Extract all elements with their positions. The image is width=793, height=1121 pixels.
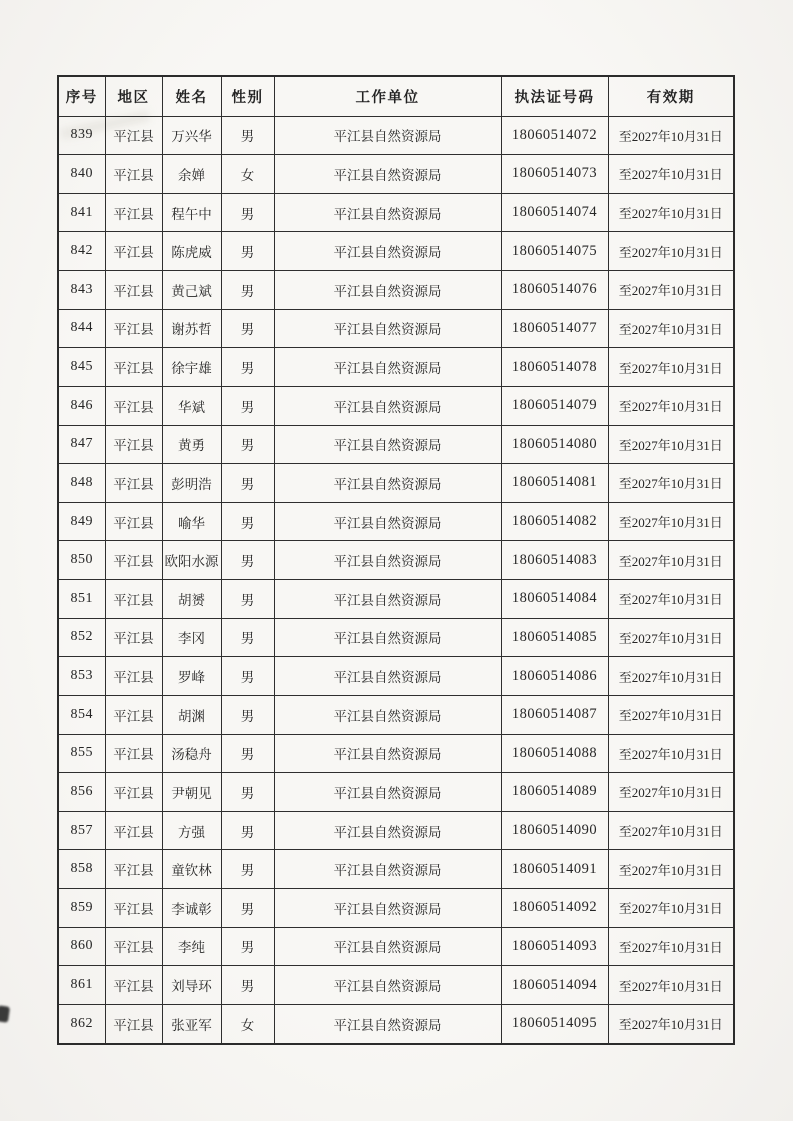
table-cell: 汤稳舟 [162,734,221,773]
table-cell: 至2027年10月31日 [608,1004,734,1044]
table-row [58,309,734,348]
table-cell: 男 [221,618,274,657]
table-cell: 至2027年10月31日 [608,773,734,812]
table-cell: 黄勇 [162,425,221,464]
table-cell: 男 [221,695,274,734]
table-cell: 男 [221,811,274,850]
table-cell: 18060514088 [501,734,608,773]
table-cell: 18060514084 [501,580,608,619]
table-cell: 平江县 [105,734,162,773]
table-cell: 胡渊 [162,695,221,734]
table-cell: 徐宇雄 [162,348,221,387]
table-cell: 859 [58,889,105,928]
table-cell: 18060514086 [501,657,608,696]
table-cell: 刘导环 [162,966,221,1005]
table-cell: 喻华 [162,502,221,541]
table-cell: 平江县 [105,889,162,928]
table-cell: 平江县自然资源局 [274,966,501,1005]
header-row [58,76,734,116]
table-cell: 至2027年10月31日 [608,348,734,387]
table-cell: 男 [221,773,274,812]
table-cell: 839 [58,116,105,155]
table-cell: 平江县 [105,425,162,464]
table-row [58,425,734,464]
table-cell: 平江县 [105,618,162,657]
table-cell: 至2027年10月31日 [608,271,734,310]
table-cell: 平江县 [105,116,162,155]
table-cell: 842 [58,232,105,271]
table-cell: 平江县 [105,464,162,503]
table-cell: 851 [58,580,105,619]
table-row [58,193,734,232]
table-cell: 至2027年10月31日 [608,618,734,657]
table-row [58,966,734,1005]
table-cell: 平江县 [105,541,162,580]
table-cell: 李诚彰 [162,889,221,928]
table-cell: 至2027年10月31日 [608,811,734,850]
table-cell: 843 [58,271,105,310]
table-cell: 18060514089 [501,773,608,812]
table-cell: 至2027年10月31日 [608,966,734,1005]
table-cell: 平江县 [105,502,162,541]
table-row [58,773,734,812]
table-row [58,155,734,194]
table-cell: 童钦林 [162,850,221,889]
table-row [58,271,734,310]
table-cell: 18060514074 [501,193,608,232]
table-cell: 男 [221,425,274,464]
table-cell: 平江县自然资源局 [274,464,501,503]
table-cell: 至2027年10月31日 [608,657,734,696]
table-cell: 张亚军 [162,1004,221,1044]
table-cell: 平江县自然资源局 [274,657,501,696]
table-cell: 男 [221,464,274,503]
table-cell: 18060514092 [501,889,608,928]
table-cell: 平江县自然资源局 [274,232,501,271]
table-cell: 至2027年10月31日 [608,425,734,464]
table-cell: 方强 [162,811,221,850]
table-cell: 平江县自然资源局 [274,618,501,657]
table-cell: 李冈 [162,618,221,657]
table-cell: 860 [58,927,105,966]
table-row [58,232,734,271]
table-cell: 至2027年10月31日 [608,850,734,889]
table-row [58,116,734,155]
table-cell: 男 [221,657,274,696]
table-cell: 平江县自然资源局 [274,811,501,850]
table-cell: 18060514079 [501,386,608,425]
table-cell: 李纯 [162,927,221,966]
table-cell: 849 [58,502,105,541]
table-cell: 至2027年10月31日 [608,232,734,271]
table-row [58,502,734,541]
table-row [58,889,734,928]
table-cell: 平江县自然资源局 [274,155,501,194]
table-cell: 平江县 [105,695,162,734]
table-body [58,116,734,1044]
table-cell: 845 [58,348,105,387]
table-cell: 平江县 [105,271,162,310]
table-row [58,618,734,657]
table-cell: 至2027年10月31日 [608,580,734,619]
table-cell: 18060514072 [501,116,608,155]
table-cell: 男 [221,193,274,232]
table-cell: 男 [221,348,274,387]
table-cell: 862 [58,1004,105,1044]
table-cell: 余婵 [162,155,221,194]
table-cell: 847 [58,425,105,464]
table-cell: 至2027年10月31日 [608,734,734,773]
table-cell: 平江县 [105,657,162,696]
table-cell: 男 [221,966,274,1005]
table-cell: 华斌 [162,386,221,425]
table-cell: 男 [221,271,274,310]
column-header-work-unit: 工作单位 [274,76,501,116]
table-cell: 至2027年10月31日 [608,116,734,155]
table-cell: 男 [221,927,274,966]
column-header-validity: 有效期 [608,76,734,116]
table-cell: 854 [58,695,105,734]
table-cell: 女 [221,155,274,194]
table-cell: 至2027年10月31日 [608,193,734,232]
table-cell: 平江县 [105,193,162,232]
table-cell: 平江县自然资源局 [274,1004,501,1044]
table-cell: 女 [221,1004,274,1044]
table-cell: 男 [221,734,274,773]
table-cell: 平江县自然资源局 [274,734,501,773]
table-cell: 856 [58,773,105,812]
table-cell: 男 [221,889,274,928]
table-cell: 855 [58,734,105,773]
table-cell: 平江县自然资源局 [274,116,501,155]
table-cell: 平江县自然资源局 [274,927,501,966]
table-cell: 852 [58,618,105,657]
table-cell: 陈虎威 [162,232,221,271]
table-cell: 18060514087 [501,695,608,734]
table-cell: 程午中 [162,193,221,232]
table-cell: 万兴华 [162,116,221,155]
table-row [58,811,734,850]
table-row [58,1004,734,1044]
table-cell: 至2027年10月31日 [608,386,734,425]
table-cell: 至2027年10月31日 [608,927,734,966]
table-cell: 男 [221,309,274,348]
table-cell: 男 [221,541,274,580]
table-cell: 18060514082 [501,502,608,541]
table-cell: 平江县 [105,850,162,889]
table-cell: 18060514093 [501,927,608,966]
table-cell: 罗峰 [162,657,221,696]
table-cell: 平江县自然资源局 [274,271,501,310]
table-cell: 18060514077 [501,309,608,348]
table-cell: 平江县 [105,232,162,271]
table-row [58,580,734,619]
column-header-region: 地区 [105,76,162,116]
table-cell: 平江县自然资源局 [274,695,501,734]
table-cell: 男 [221,116,274,155]
table-cell: 850 [58,541,105,580]
table-cell: 平江县自然资源局 [274,348,501,387]
table-cell: 平江县 [105,155,162,194]
table-cell: 平江县自然资源局 [274,850,501,889]
table-cell: 841 [58,193,105,232]
table-cell: 男 [221,850,274,889]
table-cell: 平江县 [105,386,162,425]
table-cell: 至2027年10月31日 [608,695,734,734]
table-cell: 18060514078 [501,348,608,387]
table-cell: 18060514083 [501,541,608,580]
table-cell: 平江县自然资源局 [274,386,501,425]
table-cell: 18060514085 [501,618,608,657]
table-cell: 18060514076 [501,271,608,310]
table-cell: 18060514080 [501,425,608,464]
column-header-gender: 性别 [221,76,274,116]
table-cell: 857 [58,811,105,850]
table-row [58,657,734,696]
table-cell: 18060514094 [501,966,608,1005]
table-cell: 平江县 [105,348,162,387]
table-row [58,541,734,580]
table-cell: 平江县 [105,927,162,966]
table-cell: 844 [58,309,105,348]
table-cell: 男 [221,580,274,619]
table-cell: 至2027年10月31日 [608,464,734,503]
table-cell: 平江县自然资源局 [274,580,501,619]
table-row [58,927,734,966]
table-cell: 平江县 [105,309,162,348]
table-cell: 平江县 [105,966,162,1005]
table-cell: 平江县 [105,1004,162,1044]
column-header-name: 姓名 [162,76,221,116]
table-row [58,695,734,734]
table-row [58,348,734,387]
column-header-serial: 序号 [58,76,105,116]
table-cell: 谢苏哲 [162,309,221,348]
table-cell: 平江县自然资源局 [274,425,501,464]
table-cell: 861 [58,966,105,1005]
table-row [58,386,734,425]
table-cell: 平江县自然资源局 [274,193,501,232]
table-cell: 男 [221,386,274,425]
table-cell: 848 [58,464,105,503]
table-cell: 18060514095 [501,1004,608,1044]
table-cell: 黄己斌 [162,271,221,310]
table-cell: 18060514090 [501,811,608,850]
table-cell: 平江县自然资源局 [274,773,501,812]
table-cell: 男 [221,502,274,541]
table-cell: 至2027年10月31日 [608,155,734,194]
table-cell: 18060514073 [501,155,608,194]
table-row [58,734,734,773]
table-cell: 男 [221,232,274,271]
table-cell: 平江县 [105,580,162,619]
column-header-cert-number: 执法证号码 [501,76,608,116]
table-cell: 胡赟 [162,580,221,619]
enforcement-certificate-table [57,75,735,1045]
table-cell: 18060514091 [501,850,608,889]
table-cell: 至2027年10月31日 [608,889,734,928]
table-cell: 平江县自然资源局 [274,309,501,348]
table-cell: 尹朝见 [162,773,221,812]
table-cell: 彭明浩 [162,464,221,503]
scan-edge-artifact [0,1005,10,1023]
table-cell: 至2027年10月31日 [608,502,734,541]
table-cell: 18060514081 [501,464,608,503]
table-cell: 平江县自然资源局 [274,502,501,541]
table-row [58,850,734,889]
table-cell: 846 [58,386,105,425]
table-cell: 18060514075 [501,232,608,271]
table-cell: 平江县自然资源局 [274,889,501,928]
table-cell: 平江县自然资源局 [274,541,501,580]
table-cell: 840 [58,155,105,194]
table-cell: 至2027年10月31日 [608,541,734,580]
table-cell: 858 [58,850,105,889]
table-cell: 平江县 [105,773,162,812]
table-cell: 853 [58,657,105,696]
table-cell: 至2027年10月31日 [608,309,734,348]
table-row [58,464,734,503]
table-cell: 欧阳水源 [162,541,221,580]
table-cell: 平江县 [105,811,162,850]
